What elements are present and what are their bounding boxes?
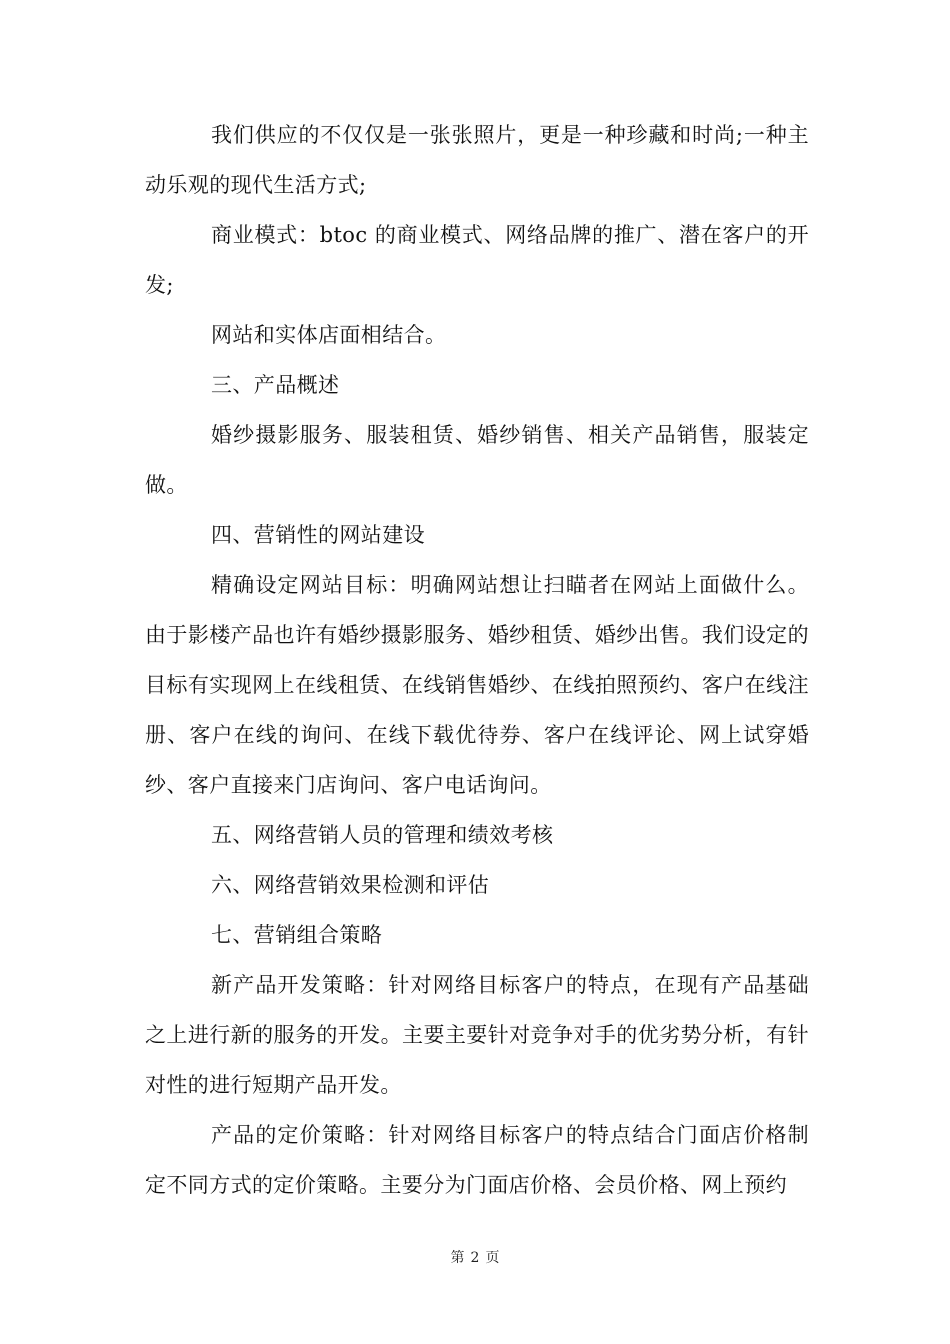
page-number: 2 bbox=[470, 1250, 480, 1266]
paragraph: 商业模式：btoc 的商业模式、网络品牌的推广、潜在客户的开发; bbox=[145, 223, 809, 297]
section-heading: 四、营销性的网站建设 bbox=[211, 523, 425, 547]
paragraph: 新产品开发策略：针对网络目标客户的特点，在现有产品基础之上进行新的服务的开发。主要主要针对竞争对手的优劣势分析，有针对性的进行短期产品开发。 bbox=[145, 973, 809, 1097]
section-heading: 六、网络营销效果检测和评估 bbox=[211, 873, 490, 897]
paragraph: 婚纱摄影服务、服装租赁、婚纱销售、相关产品销售，服装定做。 bbox=[145, 423, 809, 497]
section-heading: 五、网络营销人员的管理和绩效考核 bbox=[211, 823, 554, 847]
paragraph: 精确设定网站目标：明确网站想让扫瞄者在网站上面做什么。由于影楼产品也许有婚纱摄影服务、婚纱租赁、婚纱出售。我们设定的目标有实现网上在线租赁、在线销售婚纱、在线拍照预约、客户在线注册、客户在线的询问、在线下载优待券、客户在线评论、网上试穿婚纱、客户直接来门店询问、客户电话询问。 bbox=[145, 573, 809, 797]
section-heading: 三、产品概述 bbox=[211, 373, 340, 397]
section-heading: 七、营销组合策略 bbox=[211, 923, 383, 947]
page-footer bbox=[0, 1248, 950, 1268]
page-number-suffix: 页 bbox=[485, 1250, 500, 1266]
document-body bbox=[145, 110, 809, 1210]
page-number-prefix: 第 bbox=[450, 1250, 465, 1266]
paragraph: 产品的定价策略：针对网络目标客户的特点结合门面店价格制定不同方式的定价策略。主要分为门面店价格、会员价格、网上预约 bbox=[145, 1123, 809, 1197]
paragraph: 我们供应的不仅仅是一张张照片，更是一种珍藏和时尚;一种主动乐观的现代生活方式; bbox=[145, 123, 809, 197]
paragraph: 网站和实体店面相结合。 bbox=[211, 323, 447, 347]
